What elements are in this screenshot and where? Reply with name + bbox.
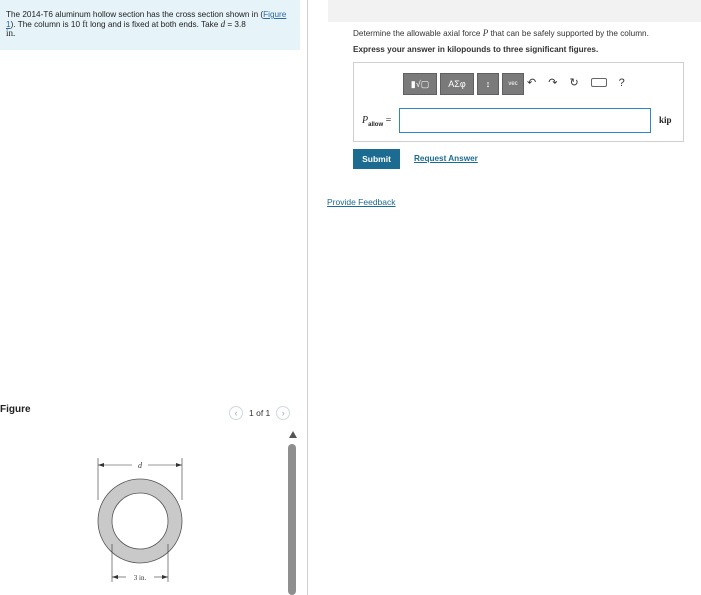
problem-text-1: The 2014-T6 aluminum hollow section has the cross section shown in (	[6, 10, 264, 19]
submit-button[interactable]: Submit	[353, 149, 400, 169]
hollow-section-figure	[90, 456, 200, 586]
answer-variable	[362, 115, 391, 128]
dim-d-label: d	[138, 461, 142, 470]
reset-icon[interactable]: ↻	[569, 77, 579, 89]
vec-button[interactable]: vec	[502, 73, 524, 95]
problem-statement	[6, 10, 296, 39]
figure-heading: Figure	[0, 404, 31, 415]
scroll-up-arrow-icon[interactable]	[289, 431, 297, 438]
var-subscript: allow	[368, 122, 384, 128]
unit-in: in.	[6, 28, 16, 39]
panel-divider	[307, 0, 308, 595]
greek-symbols-button[interactable]: ΑΣφ	[440, 73, 474, 95]
templates-button[interactable]: ▮√▢	[403, 73, 437, 95]
part-header-band	[328, 0, 701, 22]
vector-button[interactable]: ↕	[477, 73, 499, 95]
problem-text-4: = 3.8	[225, 19, 246, 29]
answer-instructions: Express your answer in kilopounds to three significant figures.	[353, 45, 599, 54]
equals-sign: =	[385, 115, 392, 126]
var-p: P	[362, 115, 369, 126]
redo-icon[interactable]: ↷	[548, 77, 558, 89]
figure-scrollbar-thumb[interactable]	[288, 444, 296, 595]
dim-3in-label: 3 in.	[133, 574, 147, 582]
inner-circle	[112, 493, 168, 549]
next-figure-button[interactable]: ›	[276, 406, 290, 420]
figure-pager	[229, 405, 290, 421]
unit-ft: ft	[82, 18, 88, 29]
var-d: d	[220, 18, 226, 29]
answer-input[interactable]	[399, 108, 651, 133]
provide-feedback-link[interactable]: Provide Feedback	[327, 197, 396, 207]
var-p-inline: P	[482, 28, 489, 38]
undo-icon[interactable]: ↶	[527, 77, 537, 89]
request-answer-link[interactable]: Request Answer	[414, 154, 478, 163]
math-toolbar	[403, 73, 524, 95]
keyboard-icon[interactable]	[591, 78, 607, 87]
problem-text-3: long and is fixed at both ends. Take	[87, 19, 221, 29]
answer-unit: kip	[659, 115, 672, 125]
help-icon[interactable]: ?	[618, 76, 625, 89]
figure-link[interactable]: Figure 1	[6, 10, 287, 29]
question-prompt: Determine the allowable axial force P that can be safely supported by the column.	[353, 28, 649, 38]
pager-text: 1 of 1	[249, 408, 271, 418]
editor-actions	[527, 76, 625, 89]
problem-text-2: ). The column is 10	[10, 19, 83, 29]
prev-figure-button[interactable]: ‹	[229, 406, 243, 420]
